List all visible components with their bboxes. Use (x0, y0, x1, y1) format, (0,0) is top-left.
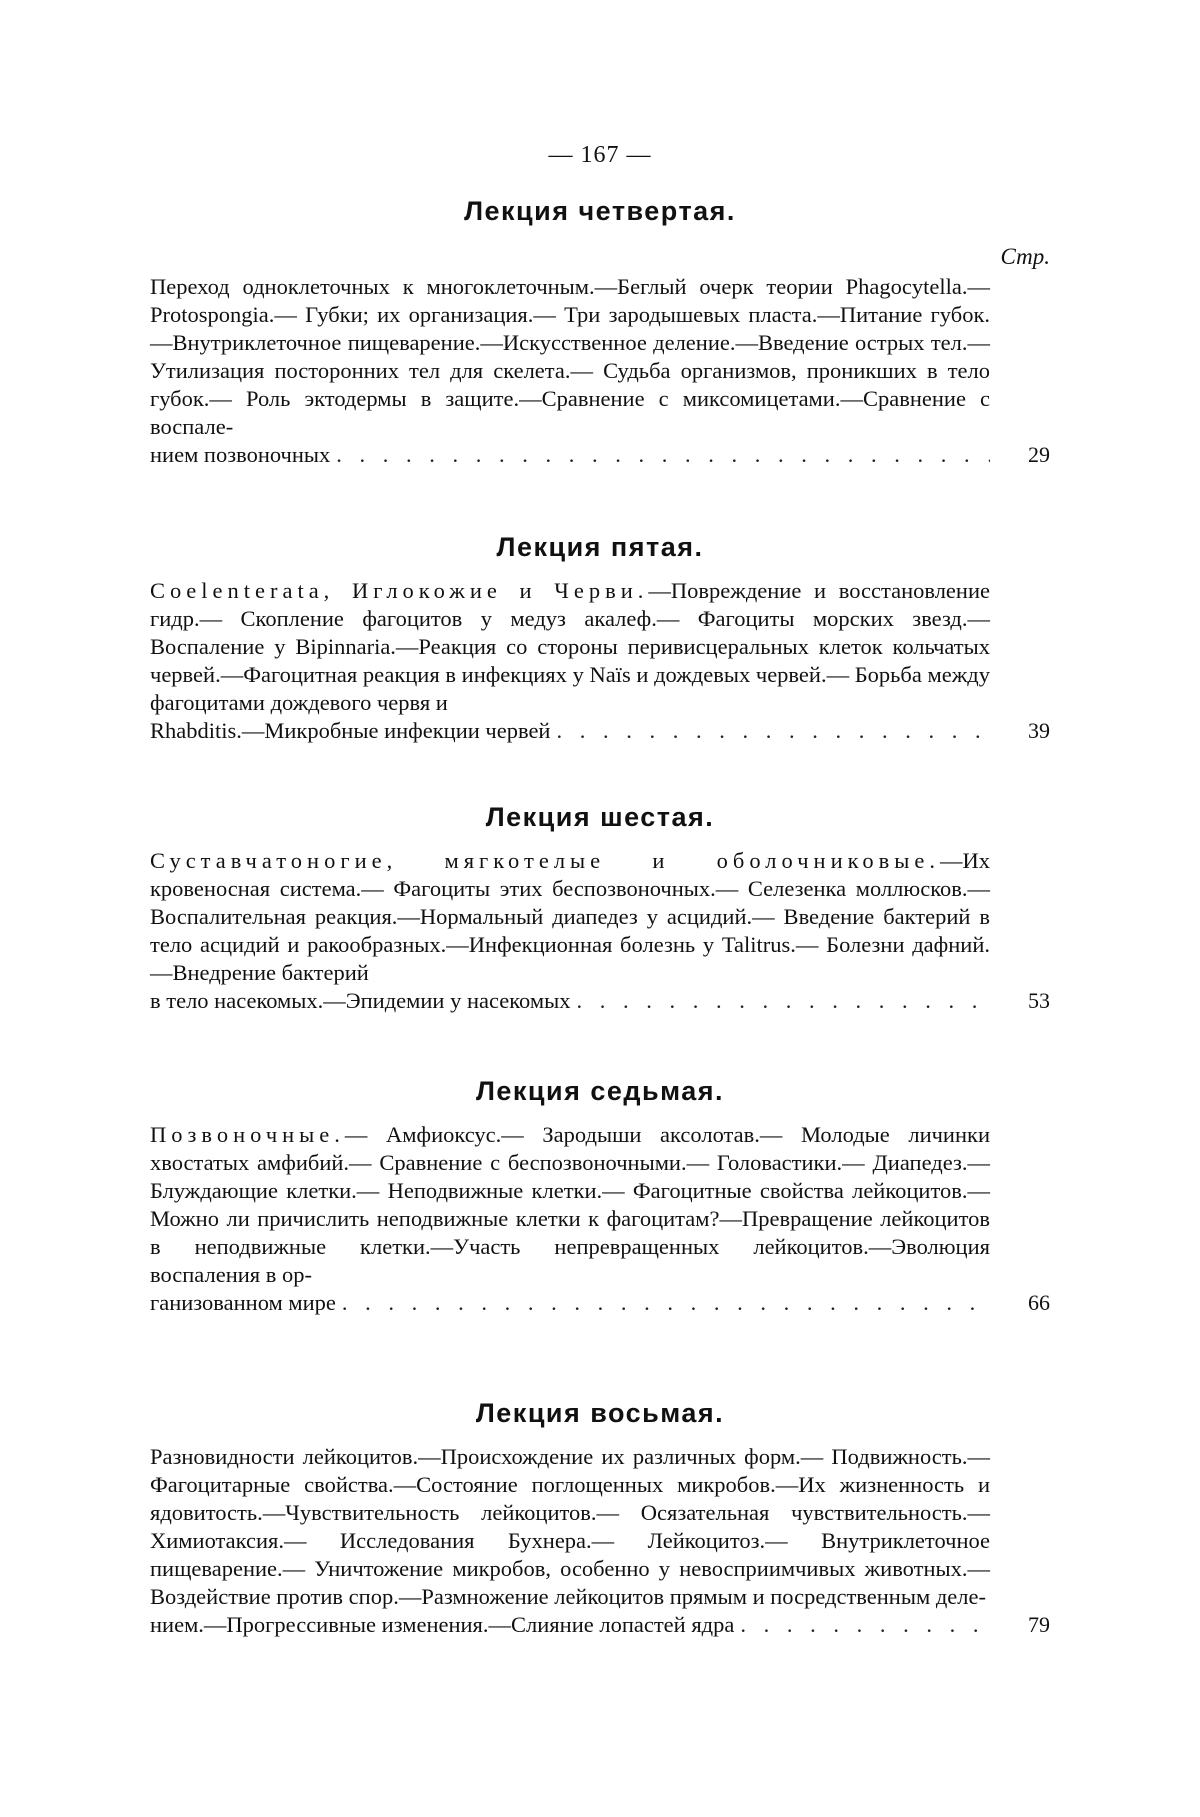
lecture-topics: — Амфиоксус.— Зародыши аксолотав.— Молодые личинки хвостатых амфибий.— Сравнение с беспозвоночными.— Головастики.— Диапедез.— Блуждающие клетки.— Неподвижные клетки.— Фагоцитные свойства лейкоцитов.—Можно ли причислить неподвижные клетки к фагоцитам?—Превращение лейкоцитов в неподвижные клетки.—Участь непревращенных лейкоцитов.—Эволюция воспаления в ор- (150, 1122, 990, 1287)
lecture-topics: —Их кровеносная система.— Фагоциты этих беспозвоночных.— Селезенка моллюсков.—Воспалительная реакция.—Нормальный диапедез у асцидий.— Введение бактерий в тело асцидий и ракообразных.—Инфекционная болезнь у Talitrus.— Болезни дафний.—Внедрение бактерий (150, 848, 990, 985)
lecture-contents (150, 847, 1050, 1015)
lecture-topics-last-line: Rhabditis.—Микробные инфекции червей (150, 718, 551, 743)
toc-entry-end (150, 1289, 1050, 1317)
lecture-topics: —Повреждение и восстановление гидр.— Скопление фагоцитов у медуз акалеф.— Фагоциты морских звезд.— Воспаление у Bipinnaria.—Реакция со стороны перивисцеральных клеток кольчатых червей.—Фагоцитная реакция в инфекциях у Naïs и дождевых червей.— Борьба между фагоцитами дождевого червя и (150, 578, 990, 715)
lecture-topics: Переход одноклеточных к многоклеточным.—Беглый очерк теории Phagocytella.— Protospongia.— Губки; их организация.— Три зародышевых пласта.—Питание губок.—Внутриклеточное пищеварение.—Искусственное деление.—Введение острых тел.—Утилизация посторонних тел для скелета.— Судьба организмов, проникших в тело губок.— Роль эктодермы в защите.—Сравнение с миксомицетами.—Сравнение с воспале- (150, 274, 990, 439)
toc-page-number: 53 (1028, 988, 1050, 1013)
toc-entry-end (150, 717, 1050, 745)
toc-entry-end (150, 1611, 1050, 1639)
lecture-title: Лекция пятая. (496, 532, 704, 562)
lecture-contents (150, 1121, 1050, 1317)
lecture-contents (150, 577, 1050, 745)
toc-page-number: 29 (1028, 442, 1050, 467)
toc-page-number: 79 (1028, 1612, 1050, 1637)
lecture-lead-taxon: Суставчатоногие, мягкотелые и оболочниковые. (150, 848, 940, 873)
dot-leader (336, 441, 990, 469)
lecture-topics-last-line: нием позвоночных (150, 442, 331, 467)
lecture-topics-last-line: в тело насекомых.—Эпидемии у насекомых (150, 988, 571, 1013)
dot-leader (342, 1289, 990, 1317)
lecture-section (150, 1398, 1050, 1639)
lecture-title: Лекция четвертая. (464, 196, 736, 226)
lecture-lead-taxon: Позвоночные. (150, 1122, 345, 1147)
lecture-contents (150, 273, 1050, 469)
lecture-topics-last-line: нием.—Прогрессивные изменения.—Слияние лопастей ядра (150, 1612, 735, 1637)
lecture-section (150, 802, 1050, 1015)
lecture-topics: Разновидности лейкоцитов.—Происхождение их различных форм.— Подвижность.—Фагоцитарные свойства.—Состояние поглощенных микробов.—Их жизненность и ядовитость.—Чувствительность лейкоцитов.— Осязательная чувствительность.—Химиотаксия.— Исследования Бухнера.— Лейкоцитоз.— Внутриклеточное пищеварение.— Уничтожение микробов, особенно у невосприимчивых животных.—Воздействие против спор.—Размножение лейкоцитов прямым и посредственным деле- (150, 1444, 990, 1609)
dot-leader (740, 1611, 990, 1639)
dot-leader (576, 987, 990, 1015)
lecture-section (150, 196, 1050, 469)
lecture-contents (150, 1443, 1050, 1639)
toc-page-number: 66 (1028, 1290, 1050, 1315)
lecture-title: Лекция седьмая. (475, 1076, 725, 1106)
page-column-label: Стр. (1000, 244, 1050, 269)
toc-entry-end (150, 987, 1050, 1015)
lecture-section (150, 1076, 1050, 1317)
lecture-lead-taxon: Coelenterata, Иглокожие и Черви. (150, 578, 649, 603)
toc-entry-end (150, 441, 1050, 469)
lecture-topics-last-line: ганизованном мире (150, 1290, 336, 1315)
lecture-title: Лекция восьмая. (475, 1398, 725, 1428)
toc-page-number: 39 (1028, 718, 1050, 743)
lecture-section (150, 532, 1050, 745)
dot-leader (556, 717, 990, 745)
lecture-title: Лекция шестая. (485, 802, 715, 832)
page-number: — 167 — (548, 142, 652, 168)
